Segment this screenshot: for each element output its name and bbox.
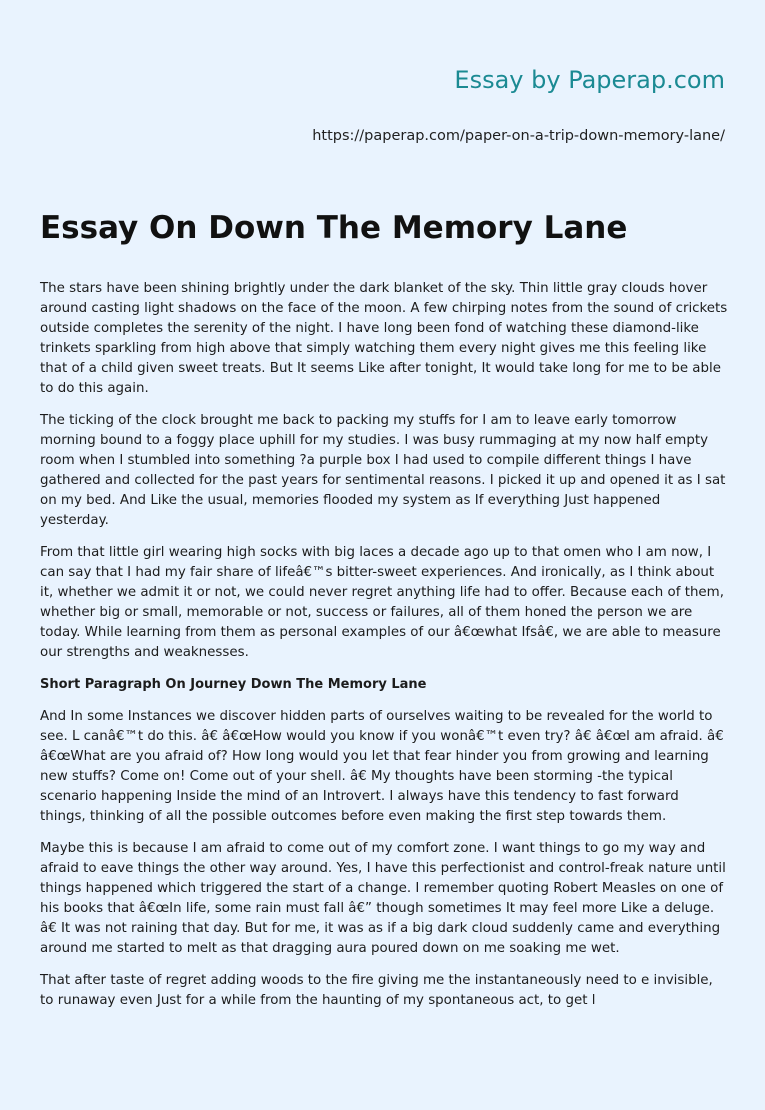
paragraph: The ticking of the clock brought me back to packing my stuffs for I am to leave early tomorrow morning bound to a foggy place uphill for my studies. I was busy rummaging at my now half empty room when I stumbled into something ?a purple box I had used to compile different things I have gathered and collected for the past years for sentimental reasons. I picked it up and opened it as I sat on my bed. And Like the usual, memories flooded my system as If everything Just happened yesterday. bbox=[40, 413, 726, 528]
paragraph: The stars have been shining brightly under the dark blanket of the sky. Thin little gray clouds hover around casting light shadows on the face of the moon. A few chirping notes from the sound of crickets outside completes the serenity of the night. I have long been fond of watching these diamond-like trinkets sparkling from high above that simply watching them every night gives me this feeling like that of a child given sweet treats. But It seems Like after tonight, It would take long for me to be able to do this again. bbox=[40, 281, 728, 396]
source-url[interactable]: https://paperap.com/paper-on-a-trip-down-memory-lane/ bbox=[312, 128, 725, 144]
paragraph: From that little girl wearing high socks with big laces a decade ago up to that omen who I am now, I can say that I had my fair share of lifeâ€™s bitter-sweet experiences. And ironically, as I think about it, whether we admit it or not, we could never regret anything life had to offer. Because each of them, whether big or small, memorable or not, success or failures, all of them honed the person we are today. While learning from them as personal examples of our â€œwhat Ifsâ€, we are able to measure our strengths and weaknesses. bbox=[40, 545, 724, 660]
essay-title: Essay On Down The Memory Lane bbox=[40, 210, 628, 246]
paragraph: Maybe this is because I am afraid to come out of my comfort zone. I want things to go my way and afraid to eave things the other way around. Yes, I have this perfectionist and control-freak nature until things happened which triggered the start of a change. I remember quoting Robert Measles on one of his books that â€œIn life, some rain must fall â€” though sometimes It may feel more Like a deluge. â€ It was not raining that day. But for me, it was as if a big dark cloud suddenly came and everything around me started to melt as that dragging aura poured down on me soaking me wet. bbox=[40, 841, 726, 956]
essay-body bbox=[40, 279, 728, 1023]
paragraph: That after taste of regret adding woods to the fire giving me the instantaneously need to e invisible, to runaway even Just for a while from the haunting of my spontaneous act, to get l bbox=[40, 973, 713, 1008]
paragraph: And In some Instances we discover hidden parts of ourselves waiting to be revealed for the world to see. L canâ€™t do this. â€ â€œHow would you know if you wonâ€™t even try? â€ â€œl am afraid. â€ â€œWhat are you afraid of? How long would you let that fear hinder you from growing and learning new stuffs? Come on! Come out of your shell. â€ My thoughts have been storming -the typical scenario happening Inside the mind of an Introvert. I always have this tendency to fast forward things, thinking of all the possible outcomes before even making the first step towards them. bbox=[40, 709, 724, 824]
section-subheading: Short Paragraph On Journey Down The Memory Lane bbox=[40, 677, 427, 692]
brand-header[interactable]: Essay by Paperap.com bbox=[454, 66, 725, 94]
